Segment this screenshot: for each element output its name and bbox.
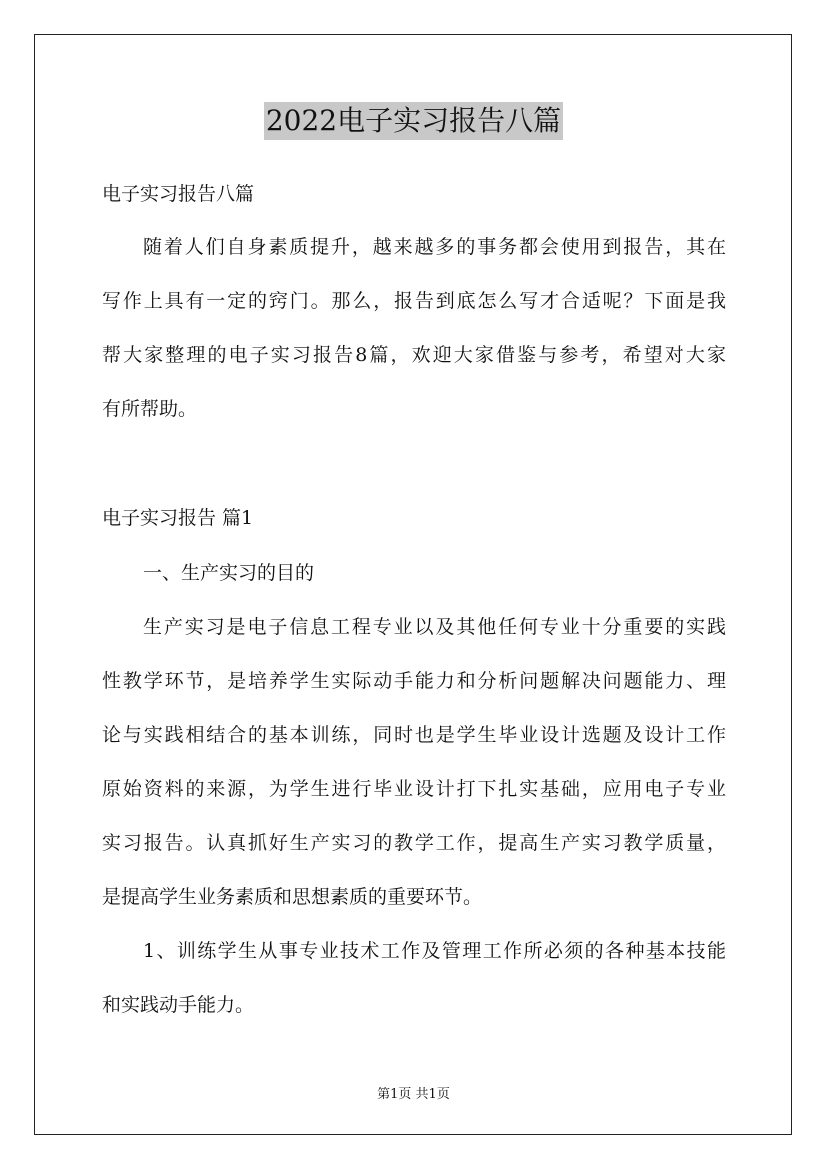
paragraph-line: 1、训练学生从事专业技术工作及管理工作所必须的各种基本技能 [143, 940, 726, 962]
paragraph-line: 生产实习是电子信息工程专业以及其他任何专业十分重要的实践 [143, 616, 726, 638]
paragraph-line: 论与实践相结合的基本训练，同时也是学生毕业设计选题及设计工作 [102, 724, 726, 746]
paragraph-line: 性教学环节，是培养学生实际动手能力和分析问题解决问题能力、理 [102, 670, 726, 692]
paragraph-line: 是提高学生业务素质和思想素质的重要环节。 [102, 886, 483, 908]
intro-line: 写作上具有一定的窍门。那么，报告到底怎么写才合适呢？下面是我 [102, 290, 726, 312]
title-container [0, 102, 827, 140]
paragraph-line: 原始资料的来源，为学生进行毕业设计打下扎实基础，应用电子专业 [102, 778, 726, 800]
intro-line: 随着人们自身素质提升，越来越多的事务都会使用到报告，其在 [143, 236, 726, 258]
document-subtitle: 电子实习报告八篇 [102, 183, 255, 205]
paragraph-line: 和实践动手能力。 [102, 994, 255, 1016]
item-heading: 一、生产实习的目的 [143, 562, 315, 584]
document-title: 2022电子实习报告八篇 [264, 102, 563, 140]
page-footer: 第1页 共1页 [377, 1087, 450, 1102]
intro-line: 帮大家整理的电子实习报告8篇，欢迎大家借鉴与参考，希望对大家 [102, 344, 726, 366]
paragraph-line: 实习报告。认真抓好生产实习的教学工作，提高生产实习教学质量， [102, 832, 726, 854]
section-heading: 电子实习报告 篇1 [102, 507, 254, 529]
intro-line: 有所帮助。 [102, 398, 198, 420]
